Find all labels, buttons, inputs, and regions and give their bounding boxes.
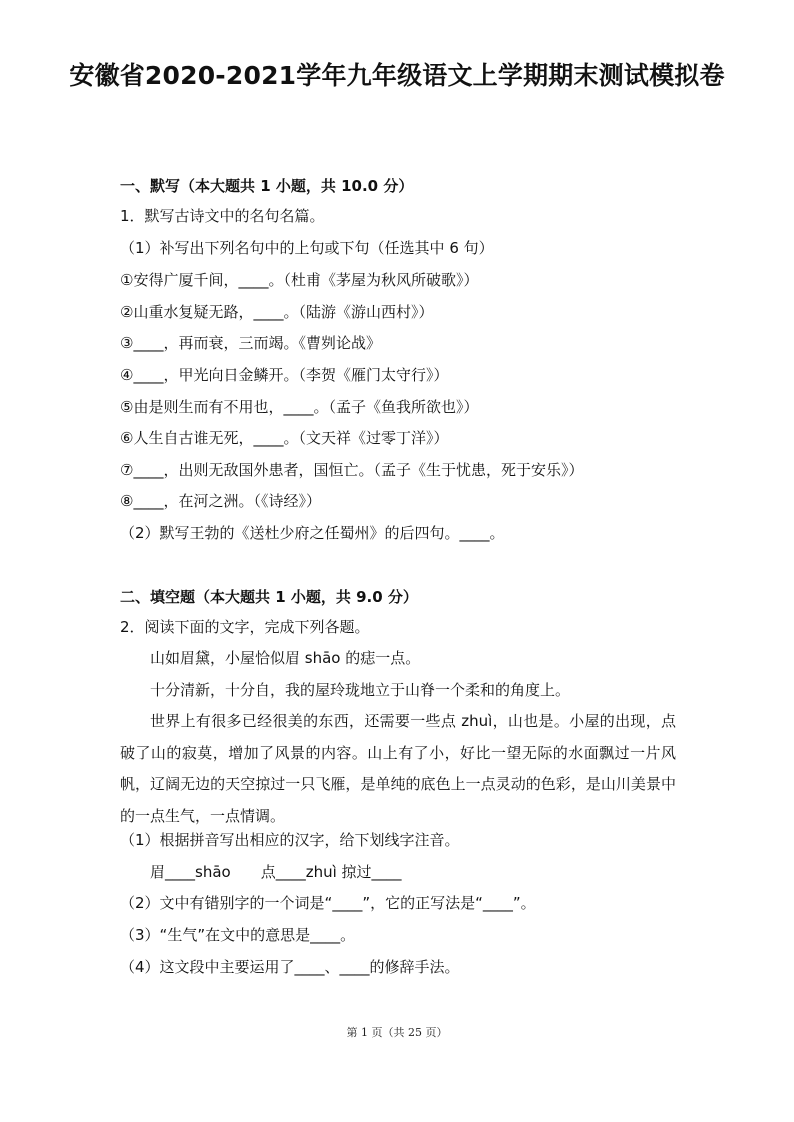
question-1-part-1: （1）补写出下列名句中的上句或下句（任选其中 6 句） [120,239,494,257]
question-2-part-1: （1）根据拼音写出相应的汉字，给下划线字注音。 [120,831,460,849]
page-footer: 第 1 页（共 25 页） [346,1026,448,1039]
passage-paragraph: 十分清新，十分自，我的屋玲珑地立于山脊一个柔和的角度上。 [150,681,571,699]
page-title: 安徽省2020-2021学年九年级语文上学期期末测试模拟卷 [69,61,725,90]
fill-item: ④____，甲光向日金鳞开。（李贺《雁门太守行》） [120,366,449,384]
fill-item: ⑦____，出则无敌国外患者，国恒亡。（孟子《生于忧患，死于安乐》） [120,461,584,479]
fill-item: ①安得广厦千间，____。（杜甫《茅屋为秋风所破歌》） [120,271,479,289]
fill-item: ⑧____，在河之洲。（《诗经》） [120,492,321,510]
question-2-part-2: （2）文中有错别字的一个词是“____”，它的正写法是“____”。 [120,894,536,912]
question-2-pinyin-blanks: 眉____shāo 点____zhuì 掠过____ [150,863,402,881]
fill-item: ③____，再而衰，三而竭。《曹刿论战》 [120,334,381,352]
question-1-part-2: （2）默写王勃的《送杜少府之任蜀州》的后四句。____。 [120,524,505,542]
question-1-stem: 1．默写古诗文中的名句名篇。 [120,207,325,225]
question-2-stem: 2．阅读下面的文字，完成下列各题。 [120,618,370,636]
passage-paragraph: 山如眉黛，小屋恰似眉 shāo 的痣一点。 [150,649,421,667]
question-2-part-4: （4）这文段中主要运用了____、____的修辞手法。 [120,958,460,976]
fill-item: ⑤由是则生而有不用也，____。（孟子《鱼我所欲也》） [120,398,479,416]
question-2-part-3: （3）“生气”在文中的意思是____。 [120,926,356,944]
fill-item: ②山重水复疑无路，____。（陆游《游山西村》） [120,303,434,321]
fill-item: ⑥人生自古谁无死，____。（文天祥《过零丁洋》） [120,429,449,447]
section-heading-fill-blank: 二、填空题（本大题共 1 小题，共 9.0 分） [120,588,418,606]
section-heading-dictation: 一、默写（本大题共 1 小题，共 10.0 分） [120,177,414,195]
passage-paragraph: 世界上有很多已经很美的东西，还需要一些点 zhuì，山也是。小屋的出现，点破了山的寂莫，增加了风景的内容。山上有了小，好比一望无际的水面飘过一片风帆，辽阔无边的天空掠过一只飞雁，是单纯的底色上一点灵动的色彩，是山川美景中的一点生气，一点情调。 [120,712,676,825]
